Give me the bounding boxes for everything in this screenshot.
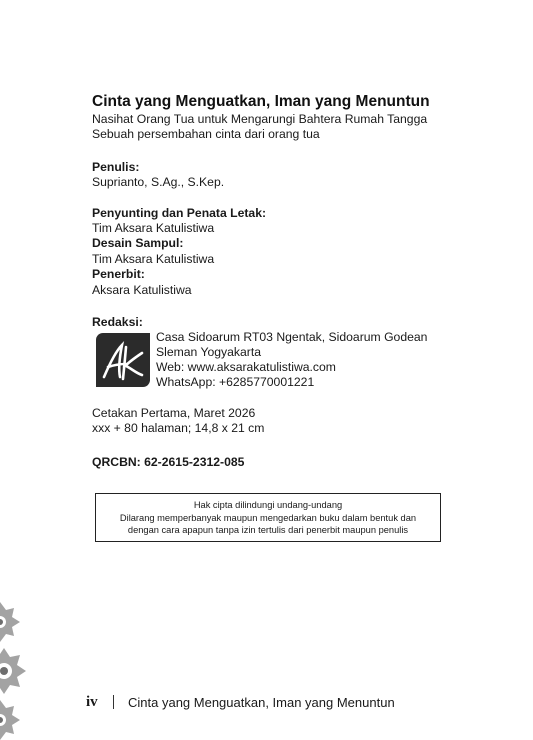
publisher-name: Aksara Katulistiwa [92, 283, 192, 297]
page-number: iv [86, 694, 98, 710]
whatsapp: WhatsApp: +6285770001221 [156, 375, 315, 389]
cover-designer: Tim Aksara Katulistiwa [92, 252, 215, 266]
author-name: Suprianto, S.Ag., S.Kep. [92, 175, 225, 189]
editor-label: Penyunting dan Penata Letak: [92, 206, 267, 220]
redaksi-label: Redaksi: [92, 315, 143, 329]
cover-design-label: Desain Sampul: [92, 236, 184, 250]
book-dedication: Sebuah persembahan cinta dari orang tua [92, 127, 320, 141]
footer-divider [113, 695, 114, 709]
copyright-notice-box [95, 493, 441, 542]
publisher-logo [96, 333, 150, 387]
publisher-label: Penerbit: [92, 267, 145, 281]
copyright-line-2: Dilarang memperbanyak maupun mengedarkan buku dalam bentuk dan [119, 512, 417, 523]
book-title: Cinta yang Menguatkan, Iman yang Menuntun [92, 93, 430, 110]
qrcbn-number: QRCBN: 62-2615-2312-085 [92, 455, 245, 469]
floral-ornament-icon [0, 600, 32, 740]
copyright-line-1: Hak cipta dilindungi undang-undang [193, 500, 343, 510]
pages-and-size: xxx + 80 halaman; 14,8 x 21 cm [92, 421, 265, 435]
printing-edition: Cetakan Pertama, Maret 2026 [92, 406, 256, 420]
copyright-line-3: dengan cara apapun tanpa izin tertulis dari penerbit maupun penulis [127, 525, 409, 535]
author-label: Penulis: [92, 160, 140, 174]
editor-name: Tim Aksara Katulistiwa [92, 221, 215, 235]
website: Web: www.aksarakatulistiwa.com [156, 360, 336, 374]
address-line-1: Casa Sidoarum RT03 Ngentak, Sidoarum Godean [156, 330, 428, 344]
book-subtitle: Nasihat Orang Tua untuk Mengarungi Bahtera Rumah Tangga [92, 112, 428, 126]
running-title: Cinta yang Menguatkan, Iman yang Menuntun [128, 695, 395, 710]
address-line-2: Sleman Yogyakarta [156, 345, 262, 359]
signature-logo-icon [96, 333, 150, 387]
